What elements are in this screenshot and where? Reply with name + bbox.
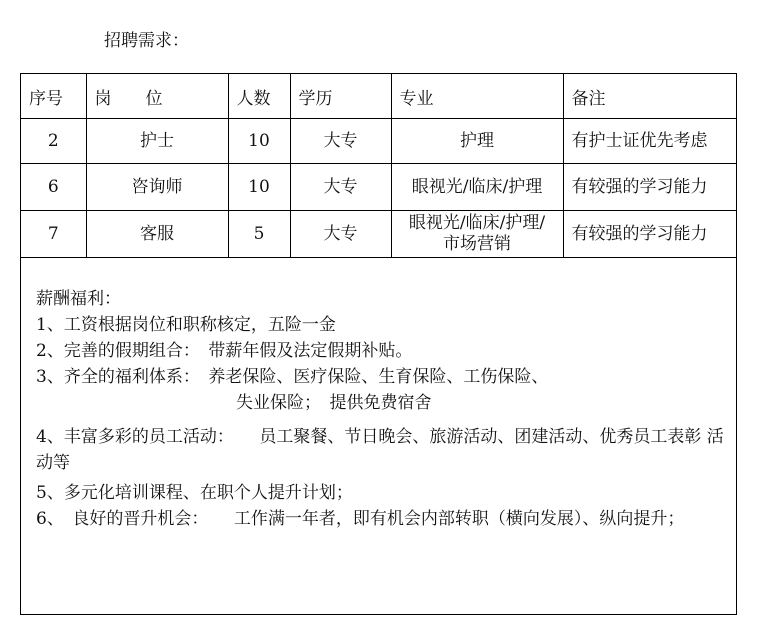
benefit-item: 2、完善的假期组合： 带薪年假及法定假期补贴。 bbox=[36, 341, 413, 361]
cell-number: 6 bbox=[21, 164, 86, 211]
benefit-item-continued: 失业保险； 提供免费宿舍 bbox=[236, 393, 432, 413]
benefits-title: 薪酬福利： bbox=[36, 289, 121, 309]
benefit-item: 5、多元化培训课程、在职个人提升计划； bbox=[36, 483, 353, 503]
cell-position: 客服 bbox=[86, 211, 228, 258]
cell-major: 眼视光/临床/护理 bbox=[391, 164, 563, 211]
recruitment-table bbox=[21, 74, 736, 258]
header-cell: 备注 bbox=[563, 74, 736, 119]
header-cell: 专业 bbox=[391, 74, 563, 119]
cell-count: 10 bbox=[228, 164, 290, 211]
cell-major: 护理 bbox=[391, 119, 563, 164]
benefits-section bbox=[36, 286, 728, 532]
benefit-item: 3、齐全的福利体系： 养老保险、医疗保险、生育保险、工伤保险、 bbox=[36, 367, 549, 387]
benefit-item: 4、丰富多彩的员工活动： 员工聚餐、节日晚会、旅游活动、团建活动、优秀员工表彰 活动等 bbox=[36, 427, 724, 473]
cell-remark: 有较强的学习能力 bbox=[563, 211, 736, 258]
cell-major: 眼视光/临床/护理/市场营销 bbox=[391, 211, 563, 258]
benefit-item: 6、 良好的晋升机会： 工作满一年者，即有机会内部转职（横向发展）、纵向提升； bbox=[36, 509, 685, 529]
header-cell: 岗 位 bbox=[86, 74, 228, 119]
header-cell: 学历 bbox=[290, 74, 391, 119]
table-header-row bbox=[21, 74, 736, 119]
cell-remark: 有护士证优先考虑 bbox=[563, 119, 736, 164]
cell-count: 10 bbox=[228, 119, 290, 164]
cell-education: 大专 bbox=[290, 119, 391, 164]
table-row bbox=[21, 119, 736, 164]
section-heading: 招聘需求： bbox=[104, 31, 189, 51]
cell-remark: 有较强的学习能力 bbox=[563, 164, 736, 211]
cell-count: 5 bbox=[228, 211, 290, 258]
header-cell: 序号 bbox=[21, 74, 86, 119]
recruitment-frame bbox=[20, 73, 737, 615]
header-cell: 人数 bbox=[228, 74, 290, 119]
cell-education: 大专 bbox=[290, 211, 391, 258]
cell-position: 护士 bbox=[86, 119, 228, 164]
cell-number: 7 bbox=[21, 211, 86, 258]
benefit-item: 1、工资根据岗位和职称核定，五险一金 bbox=[36, 315, 336, 335]
cell-education: 大专 bbox=[290, 164, 391, 211]
cell-position: 咨询师 bbox=[86, 164, 228, 211]
table-row bbox=[21, 164, 736, 211]
cell-number: 2 bbox=[21, 119, 86, 164]
table-row bbox=[21, 211, 736, 258]
